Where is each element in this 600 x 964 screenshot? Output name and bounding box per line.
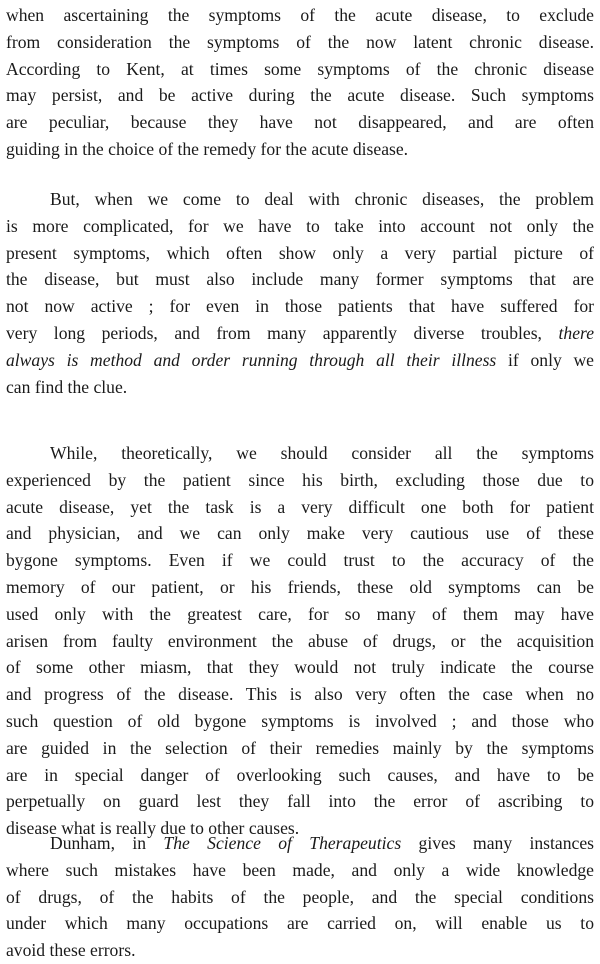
- book-title-italic: The Science of Therapeutics: [163, 833, 402, 853]
- text-line: disease what is really due to other causes.: [6, 818, 300, 839]
- text-line: and progress of the disease. This is also very often the case when no: [6, 684, 594, 705]
- text-line: under which many occupations are carried on, will enable us to: [6, 913, 594, 934]
- text-segment: gives many instances: [401, 833, 594, 853]
- text-line: memory of our patient, or his friends, these old symptoms can be: [6, 576, 594, 597]
- text-line: [6, 320, 594, 347]
- text-line: of some other miasm, that they would not truly indicate the course: [6, 657, 594, 678]
- italic-phrase: there: [558, 322, 594, 343]
- text-line: of drugs, of the habits of the people, and the special conditions: [6, 886, 594, 907]
- text-line: are in special danger of overlooking such causes, and have to be: [6, 764, 594, 785]
- text-segment: Dunham, in: [50, 833, 164, 853]
- text-line: are guided in the selection of their remedies mainly by the symptoms: [6, 737, 594, 758]
- text-line: While, theoretically, we should consider all the symptoms: [50, 443, 594, 463]
- text-segment: if only we: [496, 349, 594, 370]
- text-line: But, when we come to deal with chronic diseases, the problem: [50, 189, 594, 209]
- paragraph-2: [6, 186, 594, 400]
- text-line: acute disease, yet the task is a very difficult one both for patient: [6, 496, 594, 517]
- text-line: avoid these errors.: [6, 940, 136, 961]
- text-line: perpetually on guard lest they fall into the error of ascribing to: [6, 791, 594, 812]
- text-line: guiding in the choice of the remedy for the acute disease.: [6, 138, 409, 159]
- text-line: present symptoms, which often show only a very partial picture of: [6, 242, 594, 263]
- text-line: when ascertaining the symptoms of the acute disease, to exclude: [6, 5, 594, 25]
- text-line: not now active ; for even in those patients that have suffered for: [6, 296, 594, 317]
- paragraph-4: [6, 830, 594, 964]
- text-line: [6, 347, 594, 374]
- text-line: where such mistakes have been made, and only a wide knowledge: [6, 859, 594, 880]
- text-line: can find the clue.: [6, 376, 128, 397]
- paragraph-1: [6, 2, 594, 163]
- italic-phrase: always is method and order running through all their illness: [6, 349, 497, 370]
- text-line: [6, 830, 594, 857]
- text-line: is more complicated, for we have to take into account not only the: [6, 215, 594, 236]
- text-line: bygone symptoms. Even if we could trust to the accuracy of the: [6, 550, 594, 571]
- text-line: such question of old bygone symptoms is involved ; and those who: [6, 710, 594, 731]
- text-line: are peculiar, because they have not disappeared, and are often: [6, 112, 594, 133]
- text-line: used only with the greatest care, for so many of them may have: [6, 603, 594, 624]
- text-line: experienced by the patient since his birth, excluding those due to: [6, 469, 594, 490]
- text-line: According to Kent, at times some symptoms of the chronic disease: [6, 58, 594, 79]
- text-line: arisen from faulty environment the abuse of drugs, or the acquisition: [6, 630, 594, 651]
- text-line: from consideration the symptoms of the now latent chronic disease.: [6, 31, 594, 52]
- text-segment: very long periods, and from many apparently diverse troubles,: [6, 322, 542, 343]
- paragraph-3: [6, 440, 594, 842]
- text-line: may persist, and be active during the acute disease. Such symptoms: [6, 85, 594, 106]
- text-line: and physician, and we can only make very cautious use of these: [6, 523, 594, 544]
- text-line: the disease, but must also include many former symptoms that are: [6, 269, 594, 290]
